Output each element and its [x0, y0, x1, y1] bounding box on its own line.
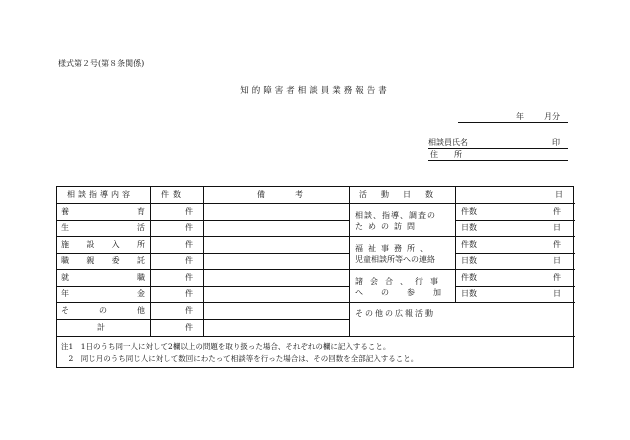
month-label: 月分: [544, 112, 560, 121]
row-label-char: 入: [111, 240, 120, 249]
row-label-char: 生: [61, 223, 69, 232]
row-label-foster-employer: [61, 256, 145, 266]
row-label-total: 計: [97, 323, 105, 332]
row-unit: 件: [185, 289, 193, 298]
activity-count-unit: 件: [553, 207, 561, 216]
activity-meetings-line1: 諸会合、行事: [355, 277, 445, 286]
report-table: [56, 186, 574, 368]
activity-days-label: 日数: [461, 256, 477, 265]
counselor-name-label: 相談員氏名: [428, 138, 468, 147]
row-label-char: 就: [61, 273, 69, 282]
header-content: 相談指導内容: [67, 190, 133, 199]
activity-visit-line1: 相談、指導、調査の: [355, 211, 436, 220]
activity-visit-line2: ための訪問: [355, 222, 420, 231]
activity-count-unit: 件: [553, 240, 561, 249]
activity-count-label: 件数: [461, 240, 477, 249]
row-label-char: 他: [137, 306, 145, 315]
activity-days-unit: 日: [553, 223, 561, 232]
activity-meetings-line2: への参加: [355, 288, 459, 297]
row-label-char: 設: [86, 240, 95, 249]
header-remarks: 備考: [257, 190, 333, 199]
row-label-char: 育: [137, 207, 145, 216]
year-label: 年: [516, 112, 524, 121]
activity-days-label: 日数: [461, 289, 477, 298]
row-unit: 件: [185, 273, 193, 282]
row-label-char: 年: [61, 289, 69, 298]
grid-line: [349, 187, 350, 336]
grid-line: [349, 269, 575, 270]
grid-line: [455, 286, 575, 287]
activity-days-unit: 日: [555, 190, 563, 199]
note-2: 2 同じ月のうち同じ人に対して数回にわたって相談等を行った場合は、その回数を全部記入すること。: [61, 354, 419, 363]
address-line[interactable]: [428, 149, 568, 161]
activity-other-pr: その他の広報活動: [355, 309, 435, 318]
grid-line: [455, 187, 456, 302]
note-1: 注1 1日のうち同一人に対して2欄以上の問題を取り扱った場合、それぞれの欄に記入すること。: [61, 342, 391, 351]
activity-days-unit: 日: [553, 289, 561, 298]
grid-line: [455, 253, 575, 254]
row-unit: 件: [185, 240, 193, 249]
activity-count-label: 件数: [461, 273, 477, 282]
activity-days-label: 日数: [461, 223, 477, 232]
row-label-char: 活: [137, 223, 145, 232]
row-label-nurture: [61, 207, 145, 217]
row-unit: 件: [185, 256, 193, 265]
grid-line: [150, 187, 151, 336]
grid-line: [349, 302, 575, 303]
row-label-char: 養: [61, 207, 69, 216]
activity-days-unit: 日: [553, 256, 561, 265]
row-label-living: [61, 223, 145, 233]
row-label-char: 委: [111, 256, 120, 265]
grid-line: [455, 220, 575, 221]
activity-liaison-line1: 福祉事務所、: [355, 244, 433, 253]
grid-line: [203, 187, 204, 336]
row-label-other: [61, 306, 145, 316]
activity-liaison-line2: 児童相談所等への連絡: [355, 255, 435, 264]
row-unit: 件: [185, 223, 193, 232]
grid-line: [349, 236, 575, 237]
address-label: 住 所: [430, 150, 462, 159]
report-month-line[interactable]: [458, 111, 568, 123]
row-unit: 件: [185, 323, 193, 332]
row-label-char: 金: [137, 289, 145, 298]
header-count: 件数: [161, 190, 185, 199]
row-label-char: の: [99, 306, 107, 315]
page-title: 知的障害者相談員業務報告書: [240, 86, 390, 96]
row-unit: 件: [185, 306, 193, 315]
grid-line: [349, 203, 575, 204]
row-label-char: 託: [136, 256, 145, 265]
row-label-pension: [61, 289, 145, 299]
grid-line: [57, 336, 575, 337]
header-activity-days: 活動日数: [359, 190, 447, 199]
row-unit: 件: [185, 207, 193, 216]
row-label-char: そ: [61, 306, 69, 315]
row-label-char: 職: [137, 273, 145, 282]
row-label-employment: [61, 273, 145, 283]
counselor-name-line[interactable]: [428, 137, 568, 149]
form-number-label: 様式第２号(第８条関係): [58, 59, 145, 68]
row-label-char: 職: [61, 256, 69, 265]
row-label-char: 所: [136, 240, 145, 249]
row-label-facility: [61, 240, 145, 250]
row-label-char: 施: [61, 240, 69, 249]
row-label-char: 親: [86, 256, 95, 265]
activity-count-unit: 件: [553, 273, 561, 282]
seal-label: 印: [552, 138, 560, 147]
activity-count-label: 件数: [461, 207, 477, 216]
